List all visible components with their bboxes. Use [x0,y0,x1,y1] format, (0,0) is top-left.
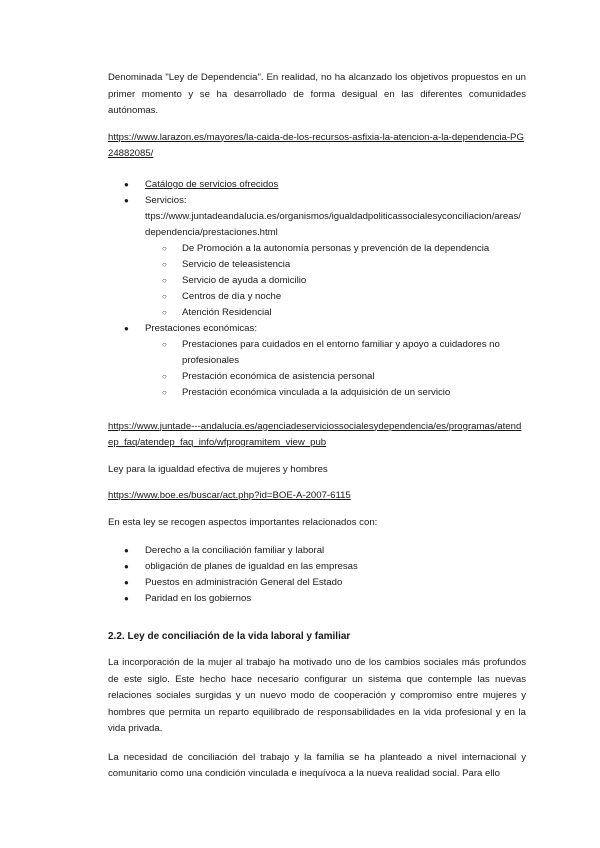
list-item [108,591,526,607]
services-url: ttps://www.juntadeandalucia.es/organismos/igualdadpoliticassocialesyconciliacion/areas/dependencia/prestaciones.html [145,210,521,238]
bullet-icon: ● [124,562,129,571]
services-list [108,177,526,401]
service-item: Centros de día y noche [182,290,282,302]
circle-bullet-icon: ○ [162,291,167,301]
law-item: Puestos en administración General del Estado [145,577,343,588]
list-item [108,385,526,401]
circle-bullet-icon: ○ [162,243,167,253]
law-items-list [108,543,526,607]
list-item [108,193,526,241]
services-label: Servicios: [145,194,187,206]
list-item [108,575,526,591]
service-item: Servicio de teleasistencia [182,258,291,270]
list-item [108,559,526,575]
juntadeandalucia-link[interactable]: https://www.juntade---andalucia.es/agenciadeserviciossocialesydependencia/es/programas/atendep_faq/atendep_faq_info/wfprogramitem_view_pub [108,420,522,448]
law-item: obligación de planes de igualdad en las empresas [145,561,358,572]
list-item [108,337,526,369]
list-item [108,305,526,321]
catalog-link[interactable]: Catálogo de servicios ofrecidos [145,178,279,190]
law-item: Derecho a la conciliación familiar y laboral [145,545,325,556]
service-item: Servicio de ayuda a domicilio [182,274,307,286]
list-item [108,543,526,559]
economic-item: Prestación económica vinculada a la adquisición de un servicio [182,386,451,398]
boe-link[interactable]: https://www.boe.es/buscar/act.php?id=BOE-A-2007-6115 [108,490,351,501]
economic-item: Prestación económica de asistencia personal [182,370,375,382]
circle-bullet-icon: ○ [162,307,167,317]
circle-bullet-icon: ○ [162,339,167,349]
bullet-icon: ● [124,578,129,587]
bullet-icon: ● [124,594,129,603]
body-paragraph: La incorporación de la mujer al trabajo ha motivado uno de los cambios sociales más profundos de este siglo. Este hecho hace necesario configurar un sistema que contemple las nuevas relaciones sociales surgidas y un nuevo modo de cooperación y compromiso entre mujeres y hombres que permita un reparto equilibrado de responsabilidades en la vida profesional y en la vida privada. [108,657,526,734]
law-intro: En esta ley se recogen aspectos importantes relacionados con: [108,516,378,528]
service-item: De Promoción a la autonomía personas y prevención de la dependencia [182,242,490,254]
larazon-link[interactable]: https://www.larazon.es/mayores/la-caida-de-los-recursos-asfixia-la-atencion-a-la-dependencia-PG24882085/ [108,131,524,159]
economic-item: Prestaciones para cuidados en el entorno familiar y apoyo a cuidadores no profesionales [182,338,500,366]
list-item [108,289,526,305]
intro-paragraph: Denominada "Ley de Dependencia". En realidad, no ha alcanzado los objetivos propuestos en un primer momento y se ha desarrollado de forma desigual en las diferentes comunidades autónomas. [108,72,526,116]
section-heading: 2.2. Ley de conciliación de la vida laboral y familiar [108,631,351,642]
circle-bullet-icon: ○ [162,275,167,285]
law-title: Ley para la igualdad efectiva de mujeres y hombres [108,463,328,475]
document-body [108,70,526,783]
bullet-icon: ● [124,323,129,333]
service-item: Atención Residencial [182,306,272,318]
list-item [108,321,526,337]
bullet-icon: ● [124,179,129,189]
list-item [108,273,526,289]
law-item: Paridad en los gobiernos [145,593,252,604]
list-item [108,257,526,273]
body-paragraph: La necesidad de conciliación del trabajo y la familia se ha planteado a nivel internacional y comunitario como una condición vinculada e inequívoca a la nueva realidad social. Para ello [108,751,526,779]
list-item [108,241,526,257]
bullet-icon: ● [124,195,129,205]
bullet-icon: ● [124,546,129,555]
circle-bullet-icon: ○ [162,259,167,269]
circle-bullet-icon: ○ [162,371,167,381]
circle-bullet-icon: ○ [162,387,167,397]
list-item [108,177,526,193]
list-item [108,369,526,385]
economic-label: Prestaciones económicas: [145,322,257,334]
